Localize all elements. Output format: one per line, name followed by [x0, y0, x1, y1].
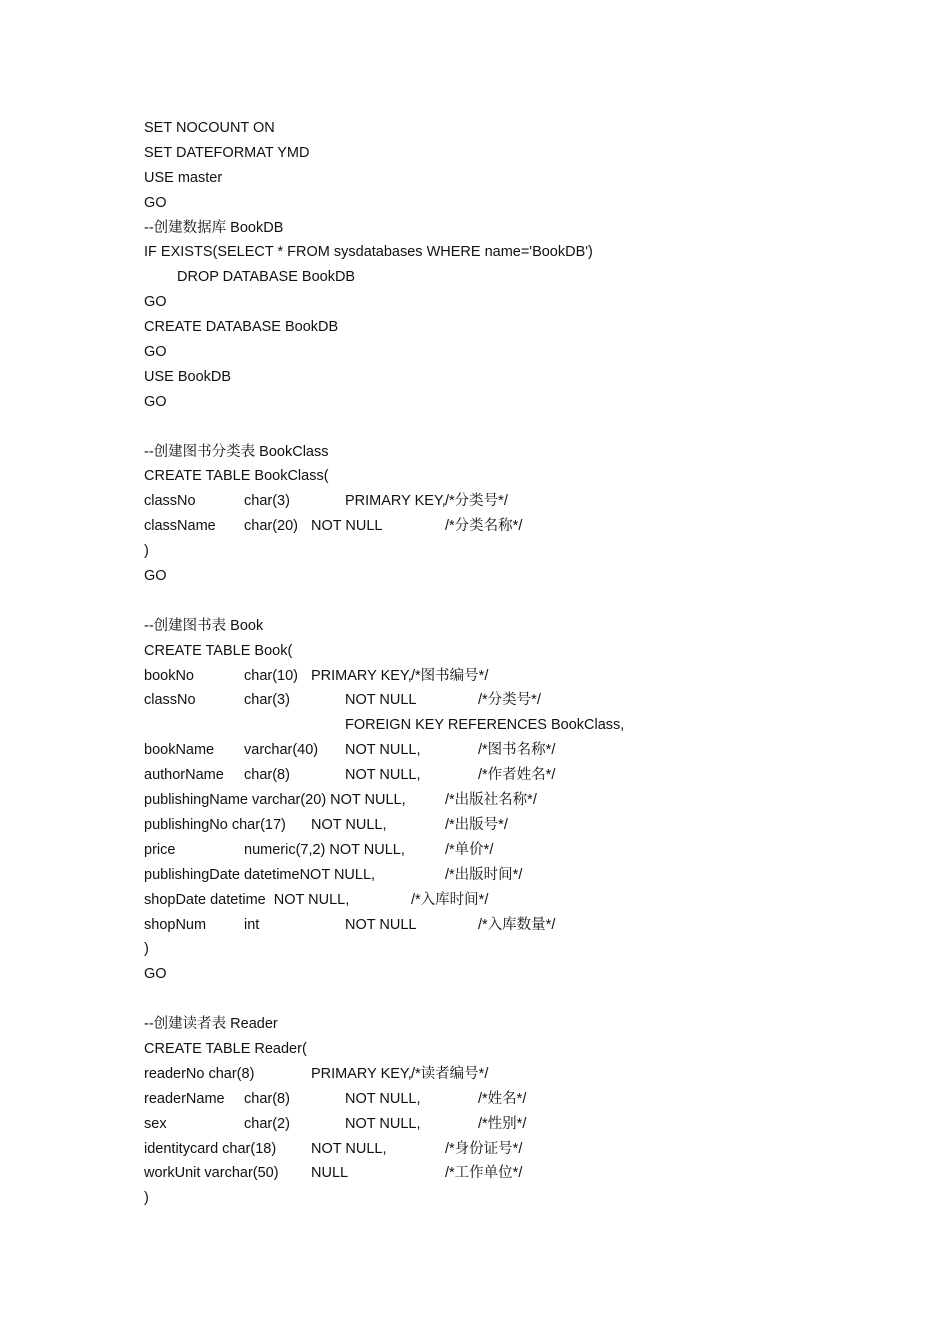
- code-segment: PRIMARY KEY,: [311, 667, 412, 684]
- code-segment: ): [144, 1190, 149, 1207]
- code-segment: /*出版社名称*/: [445, 792, 537, 809]
- code-segment: char(10): [244, 667, 298, 684]
- code-segment: /*姓名*/: [478, 1090, 527, 1107]
- code-segment: USE BookDB: [144, 368, 232, 385]
- code-segment: readerName: [144, 1090, 225, 1107]
- code-segment: /*分类号*/: [445, 493, 508, 510]
- code-segment: publishingName varchar(20) NOT NULL,: [144, 792, 406, 809]
- code-segment: readerNo char(8): [144, 1065, 255, 1082]
- code-segment: price: [144, 841, 176, 858]
- code-segment: NOT NULL,: [345, 1090, 421, 1107]
- code-segment: char(2): [244, 1115, 290, 1132]
- code-segment: NOT NULL,: [345, 742, 421, 759]
- code-segment: USE master: [144, 169, 223, 186]
- code-segment: classNo: [144, 692, 196, 709]
- code-segment: identitycard char(18): [144, 1140, 277, 1157]
- code-segment: IF EXISTS(SELECT * FROM sysdatabases WHERE name='BookDB'): [144, 244, 593, 261]
- code-segment: /*入库时间*/: [411, 891, 489, 908]
- code-segment: FOREIGN KEY REFERENCES BookClass,: [345, 717, 625, 734]
- code-segment: --创建图书分类表 BookClass: [144, 443, 329, 460]
- code-segment: authorName: [144, 767, 224, 784]
- code-segment: /*工作单位*/: [445, 1165, 523, 1182]
- code-segment: GO: [144, 194, 167, 211]
- code-segment: CREATE DATABASE BookDB: [144, 319, 339, 336]
- code-segment: CREATE TABLE BookClass(: [144, 468, 329, 485]
- code-segment: sex: [144, 1115, 167, 1132]
- code-segment: DROP DATABASE BookDB: [177, 269, 356, 286]
- code-segment: /*读者编号*/: [411, 1065, 489, 1082]
- code-segment: /*身份证号*/: [445, 1140, 523, 1157]
- code-segment: /*图书编号*/: [411, 667, 489, 684]
- code-segment: GO: [144, 294, 167, 311]
- code-segment: PRIMARY KEY,: [345, 493, 446, 510]
- code-segment: char(3): [244, 493, 290, 510]
- code-segment: workUnit varchar(50): [144, 1165, 279, 1182]
- code-segment: shopDate datetime NOT NULL,: [144, 891, 350, 908]
- code-segment: GO: [144, 393, 167, 410]
- code-segment: /*性别*/: [478, 1115, 527, 1132]
- code-segment: --创建图书表 Book: [144, 617, 264, 634]
- code-segment: /*作者姓名*/: [478, 767, 556, 784]
- code-segment: /*分类名称*/: [445, 518, 523, 535]
- code-segment: --创建读者表 Reader: [144, 1016, 278, 1033]
- code-segment: char(8): [244, 767, 290, 784]
- code-segment: NOT NULL,: [311, 816, 387, 833]
- code-segment: NOT NULL,: [311, 1140, 387, 1157]
- code-segment: NOT NULL: [345, 692, 417, 709]
- code-segment: /*分类号*/: [478, 692, 541, 709]
- code-segment: /*出版号*/: [445, 816, 508, 833]
- code-segment: char(20): [244, 518, 298, 535]
- code-segment: NOT NULL,: [345, 767, 421, 784]
- code-segment: GO: [144, 568, 167, 585]
- code-segment: classNo: [144, 493, 196, 510]
- code-segment: varchar(40): [244, 742, 319, 759]
- code-segment: /*入库数量*/: [478, 916, 556, 933]
- code-segment: ): [144, 543, 149, 560]
- code-segment: /*单价*/: [445, 841, 494, 858]
- code-segment: className: [144, 518, 216, 535]
- code-segment: /*图书名称*/: [478, 742, 556, 759]
- code-segment: publishingDate datetimeNOT NULL,: [144, 866, 376, 883]
- code-segment: CREATE TABLE Reader(: [144, 1040, 307, 1057]
- code-segment: CREATE TABLE Book(: [144, 642, 293, 659]
- code-segment: NULL: [311, 1165, 349, 1182]
- code-segment: NOT NULL: [345, 916, 417, 933]
- code-segment: SET DATEFORMAT YMD: [144, 144, 310, 161]
- code-segment: GO: [144, 966, 167, 983]
- code-segment: /*出版时间*/: [445, 866, 523, 883]
- code-segment: shopNum: [144, 916, 207, 933]
- code-segment: bookName: [144, 742, 215, 759]
- code-segment: char(8): [244, 1090, 290, 1107]
- code-segment: NOT NULL: [311, 518, 383, 535]
- code-segment: NOT NULL,: [345, 1115, 421, 1132]
- code-segment: SET NOCOUNT ON: [144, 120, 275, 136]
- code-segment: --创建数据库 BookDB: [144, 219, 284, 236]
- code-segment: publishingNo char(17): [144, 816, 286, 833]
- code-segment: numeric(7,2) NOT NULL,: [244, 841, 405, 858]
- code-segment: bookNo: [144, 667, 194, 684]
- code-segment: int: [244, 916, 260, 933]
- code-segment: PRIMARY KEY,: [311, 1065, 412, 1082]
- code-segment: char(3): [244, 692, 290, 709]
- code-segment: GO: [144, 344, 167, 361]
- code-segment: ): [144, 941, 149, 958]
